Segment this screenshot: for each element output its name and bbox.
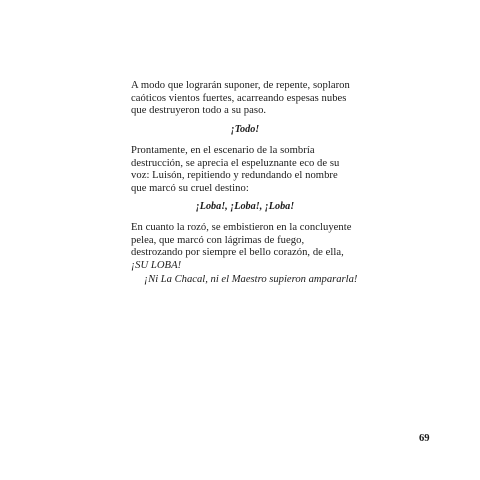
paragraph-line: destrozando por siempre el bello corazón, de ella, <box>131 247 344 259</box>
paragraph-line: A modo que lograrán suponer, de repente, soplaron <box>131 80 350 91</box>
closing-line: ¡Ni La Chacal, ni el Maestro supieron ampararla! <box>144 274 358 285</box>
paragraph-line-emphasis: ¡SU LOBA! <box>131 259 182 271</box>
paragraph-destruction <box>131 145 359 195</box>
exclamation-loba: ¡Loba!, ¡Loba!, ¡Loba! <box>195 201 295 212</box>
exclamation-todo: ¡Todo! <box>230 124 260 135</box>
paragraph-line: que marcó su cruel destino: <box>131 182 249 194</box>
paragraph-fight <box>131 222 359 272</box>
paragraph-line: caóticos vientos fuertes, acarreando espesas nubes <box>131 92 347 104</box>
page-number: 69 <box>419 433 430 444</box>
paragraph-line: En cuanto la rozó, se embistieron en la concluyente <box>131 222 352 233</box>
paragraph-intro <box>131 80 359 118</box>
paragraph-line: pelea, que marcó con lágrimas de fuego, <box>131 234 305 246</box>
paragraph-line: Prontamente, en el escenario de la sombría <box>131 145 315 156</box>
paragraph-line: que destruyeron todo a su paso. <box>131 105 267 117</box>
paragraph-line: voz: Luisón, repitiendo y redundando el nombre <box>131 170 338 182</box>
paragraph-line: destrucción, se aprecia el espeluznante eco de su <box>131 157 340 169</box>
